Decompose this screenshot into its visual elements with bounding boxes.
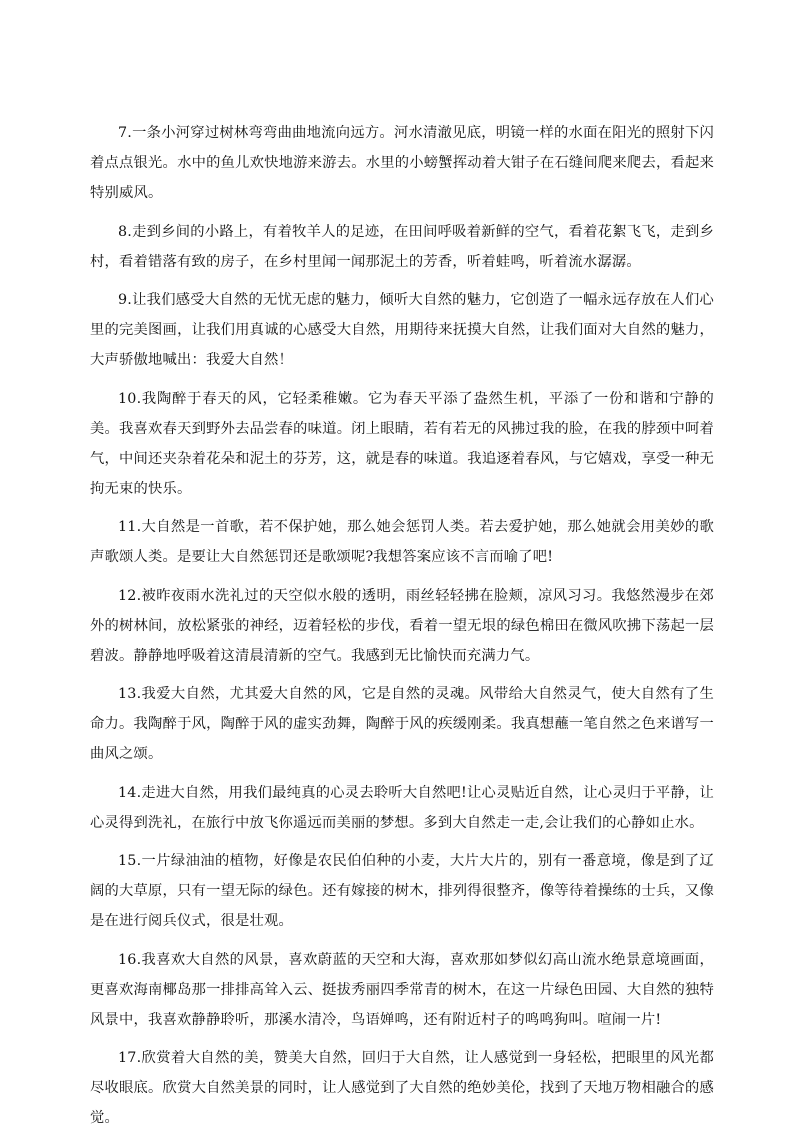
paragraph-17: 17.欣赏着大自然的美，赞美大自然，回归于大自然，让人感觉到一身轻松，把眼里的风光都尽收眼底。欣赏大自然美景的同时，让人感觉到了大自然的绝妙美伦，找到了天地万物相融合的感觉。 [90,1050,714,1126]
paragraph-16: 16.我喜欢大自然的风景，喜欢蔚蓝的天空和大海，喜欢那如梦似幻高山流水绝景意境画面，更喜欢海南椰岛那一排排高耸入云、挺拔秀丽四季常青的树木，在这一片绿色田园、大自然的独特风景中，我喜欢静静聆听，那溪水清冷，鸟语婵鸣，还有附近村子的鸣鸣狗叫。喧闹一片! [90,951,714,1028]
paragraph-8: 8.走到乡间的小路上，有着牧羊人的足迹，在田间呼吸着新鲜的空气，看着花絮飞飞，走到乡村，看着错落有致的房子，在乡村里闻一闻那泥土的芳香，听着蛙鸣，听着流水潺潺。 [90,223,714,270]
paragraph-12: 12.被昨夜雨水洗礼过的天空似水般的透明，雨丝轻轻拂在脸颊，凉风习习。我悠然漫步在郊外的树林间，放松紧张的神经，迈着轻松的步伐，看着一望无垠的绿色棉田在微风吹拂下荡起一层碧波。静静地呼吸着这清晨清新的空气。我感到无比愉快而充满力气。 [90,587,714,664]
paragraph-11: 11.大自然是一首歌，若不保护她，那么她会惩罚人类。若去爱护她，那么她就会用美妙的歌声歌颂人类。是要让大自然惩罚还是歌颂呢?我想答案应该不言而喻了吧! [90,519,714,565]
paragraph-7: 7.一条小河穿过树林弯弯曲曲地流向远方。河水清澈见底，明镜一样的水面在阳光的照射下闪着点点银光。水中的鱼儿欢快地游来游去。水里的小螃蟹挥动着大钳子在石缝间爬来爬去，看起来特别威风。 [90,125,714,201]
paragraph-15: 15.一片绿油油的植物，好像是农民伯伯种的小麦，大片大片的，别有一番意境，像是到了辽阔的大草原，只有一望无际的绿色。还有嫁接的树木，排列得很整齐，像等待着操练的士兵，又像是在进行阅兵仪式，很是壮观。 [90,853,714,929]
paragraph-9: 9.让我们感受大自然的无忧无虑的魅力，倾听大自然的魅力，它创造了一幅永远存放在人们心里的完美图画，让我们用真诚的心感受大自然，用期待来抚摸大自然，让我们面对大自然的魅力，大声骄傲地喊出：我爱大自然！ [90,292,714,368]
document-body [90,118,714,1142]
paragraph-14: 14.走进大自然，用我们最纯真的心灵去聆听大自然吧!让心灵贴近自然，让心灵归于平静，让心灵得到洗礼，在旅行中放飞你遥远而美丽的梦想。多到大自然走一走,会让我们的心静如止水。 [90,784,714,831]
paragraph-13: 13.我爱大自然，尤其爱大自然的风，它是自然的灵魂。风带给大自然灵气，使大自然有了生命力。我陶醉于风，陶醉于风的虚实劲舞，陶醉于风的疾缓刚柔。我真想蘸一笔自然之色来谱写一曲风之颂。 [90,686,714,762]
paragraph-10: 10.我陶醉于春天的风，它轻柔稚嫩。它为春天平添了盎然生机，平添了一份和谐和宁静的美。我喜欢春天到野外去品尝春的味道。闭上眼睛，若有若无的风拂过我的脸，在我的脖颈中呵着气，中间还夹杂着花朵和泥土的芬芳，这，就是春的味道。我追逐着春风，与它嬉戏，享受一种无拘无束的快乐。 [90,390,714,497]
